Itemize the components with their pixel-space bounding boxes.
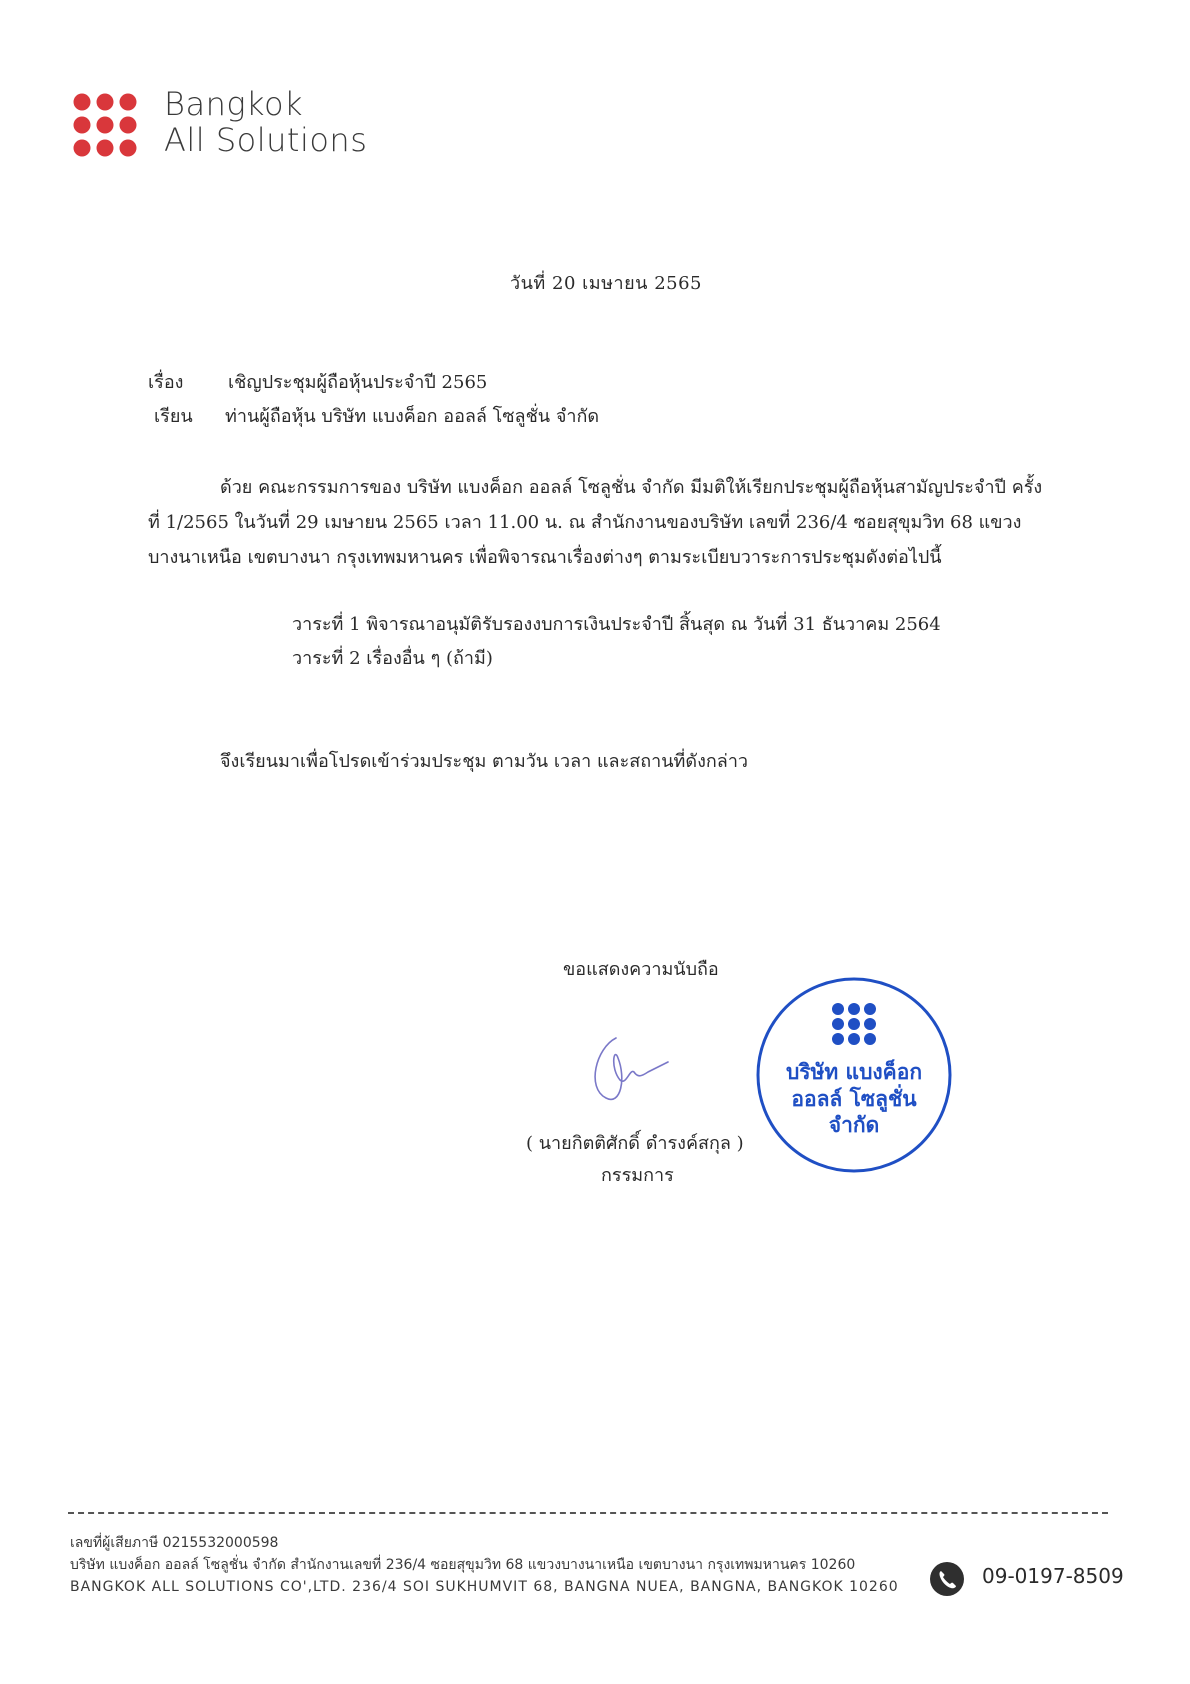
body-line-2: ที่ 1/2565 ในวันที่ 29 เมษายน 2565 เวลา 11.00 น. ณ สำนักงานของบริษัท เลขที่ 236/4 ซอยสุขุมวิท 68 แขวง <box>148 512 1022 533</box>
letter-body <box>148 470 1060 575</box>
tax-id: เลขที่ผู้เสียภาษี 0215532000598 <box>70 1535 279 1551</box>
agenda-item: วาระที่ 1 พิจารณาอนุมัติรับรองงบการเงินประจำปี สิ้นสุด ณ วันที่ 31 ธันวาคม 2564 <box>292 614 941 635</box>
subject-text: เชิญประชุมผู้ถือหุ้นประจำปี 2565 <box>228 372 488 393</box>
footer-divider <box>68 1512 1108 1514</box>
address-thai: บริษัท แบงค็อก ออลล์ โซลูชั่น จำกัด สำนักงานเลขที่ 236/4 ซอยสุขุมวิท 68 แขวงบางนาเหนือ เขตบางนา กรุงเทพมหานคร 10260 <box>70 1557 856 1573</box>
logo-line-1: Bangkok <box>164 85 304 123</box>
company-stamp <box>754 975 954 1175</box>
regards-text: ขอแสดงความนับถือ <box>563 959 719 980</box>
recipient-label: เรียน <box>154 406 193 427</box>
recipient-text: ท่านผู้ถือหุ้น บริษัท แบงค็อก ออลล์ โซลูชั่น จำกัด <box>225 406 600 427</box>
footer-info <box>70 1532 899 1598</box>
company-logo-text <box>164 86 367 158</box>
letter-date: วันที่ 20 เมษายน 2565 <box>510 273 702 294</box>
closing-text: จึงเรียนมาเพื่อโปรดเข้าร่วมประชุม ตามวัน เวลา และสถานที่ดังกล่าว <box>220 751 749 772</box>
subject-label: เรื่อง <box>148 372 184 393</box>
signer-name: ( นายกิตติศักดิ์ ดำรงค์สกุล ) <box>526 1133 744 1154</box>
signer-title: กรรมการ <box>601 1165 674 1186</box>
phone-icon <box>930 1562 964 1596</box>
agenda-list <box>292 608 941 676</box>
body-line-1: ด้วย คณะกรรมการของ บริษัท แบงค็อก ออลล์ โซลูชั่น จำกัด มีมติให้เรียกประชุมผู้ถือหุ้นสามัญประจำปี ครั้ง <box>220 477 1043 498</box>
stamp-line-2: ออลล์ โซลูชั่น <box>791 1087 917 1111</box>
handwritten-signature <box>586 1028 676 1108</box>
address-english: BANGKOK ALL SOLUTIONS CO',LTD. 236/4 SOI SUKHUMVIT 68, BANGNA NUEA, BANGNA, BANGKOK 10260 <box>70 1579 899 1595</box>
stamp-line-3: จำกัด <box>828 1113 880 1137</box>
body-line-3: บางนาเหนือ เขตบางนา กรุงเทพมหานคร เพื่อพิจารณาเรื่องต่างๆ ตามระเบียบวาระการประชุมดังต่อไปนี้ <box>148 547 942 568</box>
logo-line-2: All Solutions <box>164 121 368 159</box>
company-logo-icon <box>72 92 138 158</box>
stamp-line-1: บริษัท แบงค็อก <box>785 1060 923 1084</box>
agenda-item: วาระที่ 2 เรื่องอื่น ๆ (ถ้ามี) <box>292 648 493 669</box>
phone-number: 09-0197-8509 <box>982 1564 1124 1588</box>
